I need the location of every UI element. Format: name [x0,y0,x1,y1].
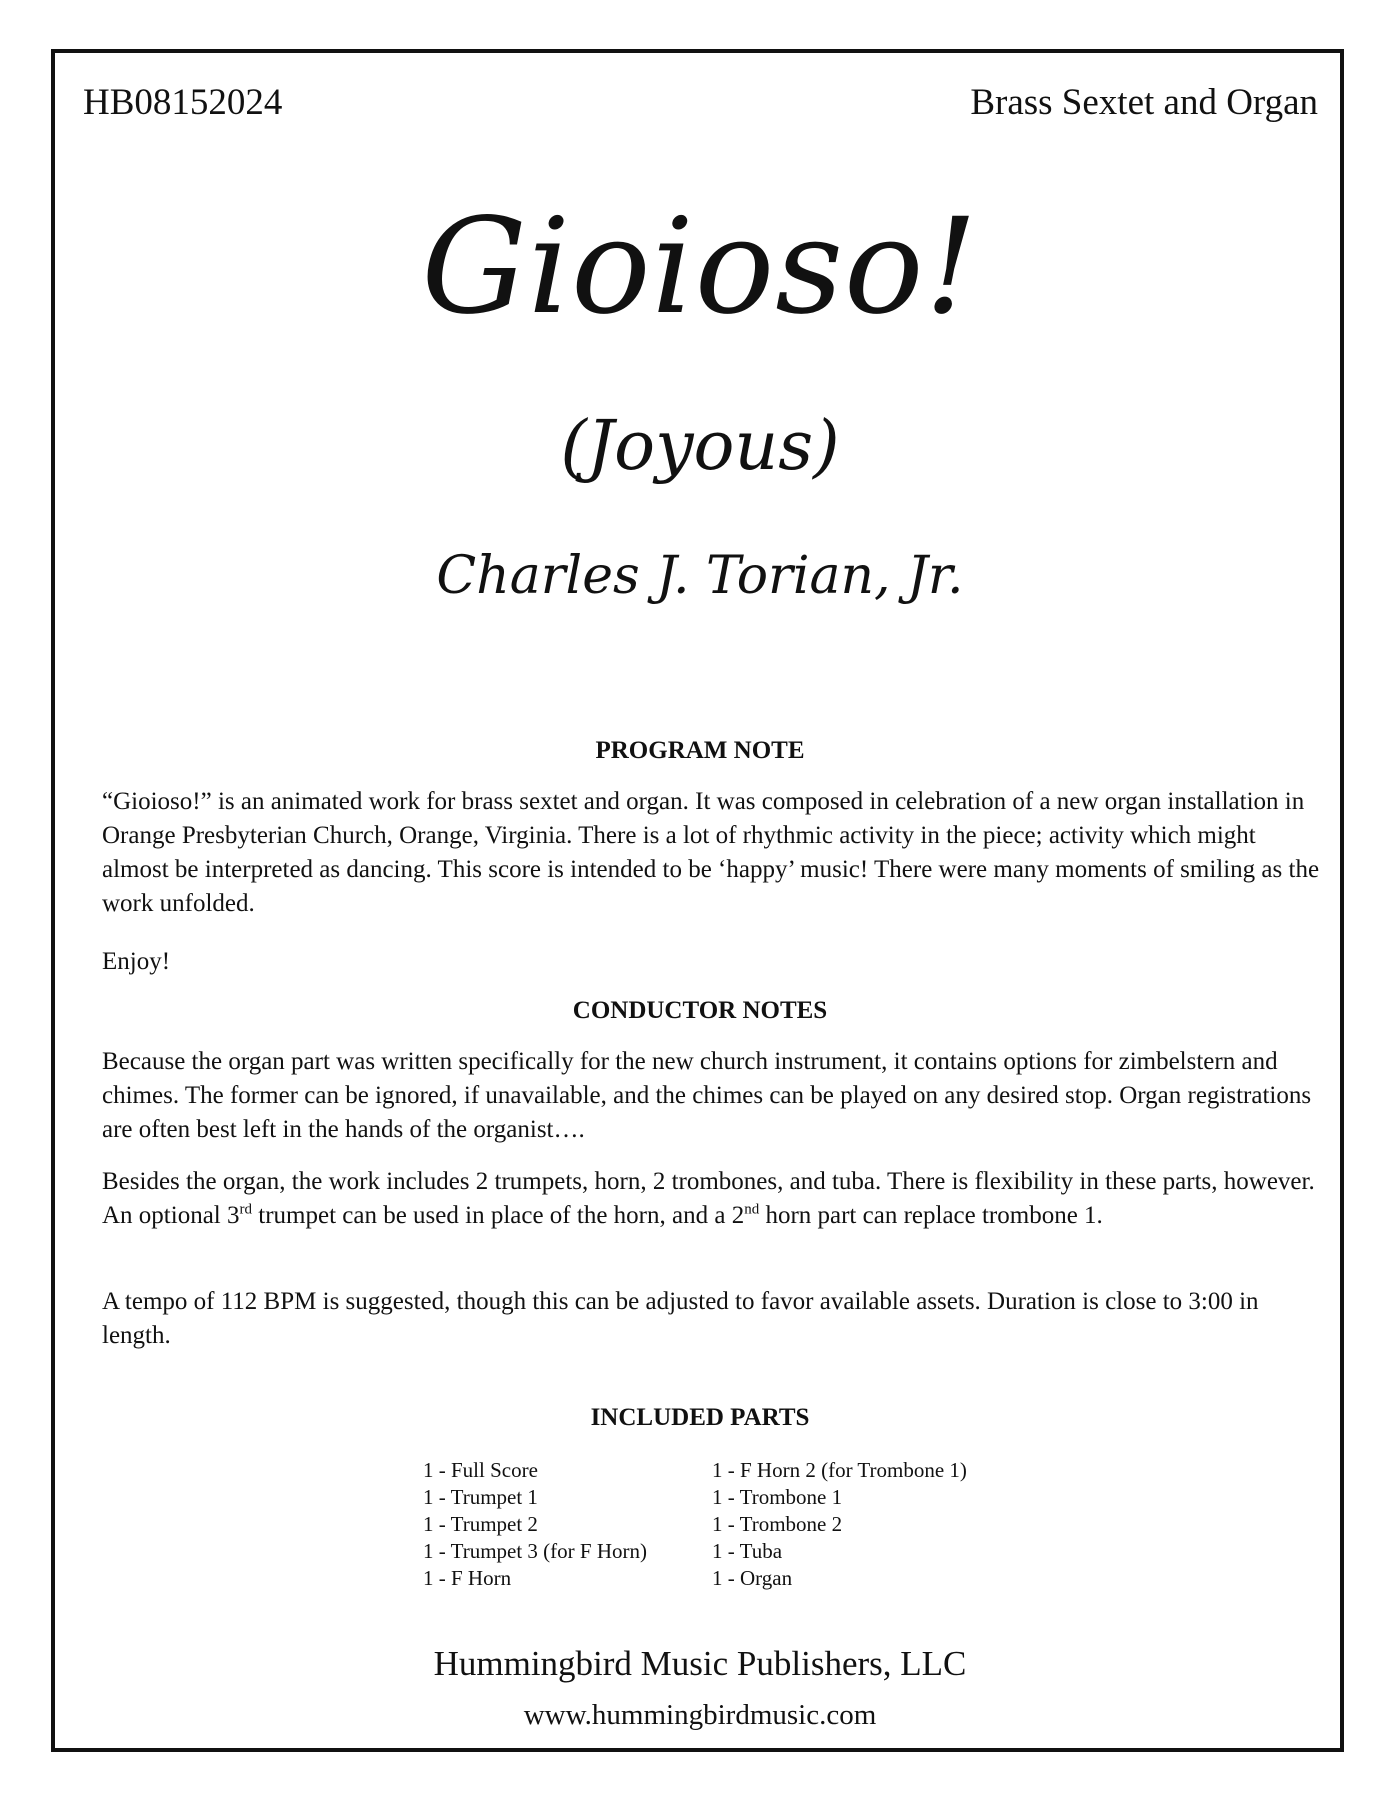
conductor-notes-paragraph-1: Because the organ part was written specifically for the new church instrument, it contains options for zimbelstern and chimes. The former can be ignored, if unavailable, and the chimes can be played on any desired stop. Organ registrations are often best left in the hands of the organist…. [102,1048,1312,1143]
parts-list-right [712,1457,967,1592]
paragraph-2-superscript-a: rd [239,1201,252,1218]
list-item: 1 - F Horn [423,1566,512,1590]
composer-name: Charles J. Torian, Jr. [436,546,964,606]
program-note-closing: Enjoy! [102,948,171,975]
list-item: 1 - Trumpet 1 [423,1485,538,1509]
list-item: 1 - Trombone 1 [712,1485,843,1509]
conductor-notes-heading: CONDUCTOR NOTES [572,997,828,1024]
paragraph-2-text-b: trumpet can be used in place of the horn, and a 2 [252,1202,745,1229]
list-item: 1 - Trombone 2 [712,1512,843,1536]
program-note-paragraph: “Gioioso!” is an animated work for brass sextet and organ. It was composed in celebration of a new organ installation in Orange Presbyterian Church, Orange, Virginia. There is a lot of rhythmic activity in the piece; activity which might almost be interpreted as dancing. This score is intended to be ‘happy’ music! There were many moments of smiling as the work unfolded. [102,788,1320,917]
list-item: 1 - F Horn 2 (for Trombone 1) [712,1458,967,1482]
list-item: 1 - Trumpet 3 (for F Horn) [423,1539,647,1563]
piece-subtitle: (Joyous) [560,407,840,486]
publisher-name: Hummingbird Music Publishers, LLC [433,1644,967,1683]
parts-list-left [423,1457,647,1592]
list-item: 1 - Organ [712,1566,793,1590]
paragraph-2-superscript-b: nd [744,1201,760,1218]
instrumentation: Brass Sextet and Organ [970,82,1318,123]
list-item: 1 - Trumpet 2 [423,1512,538,1536]
catalog-number: HB08152024 [83,82,283,123]
conductor-notes-paragraph-2 [102,1165,1320,1233]
conductor-notes-paragraph-3: A tempo of 112 BPM is suggested, though this can be adjusted to favor available assets. Duration is close to 3:00 in length. [102,1288,1259,1349]
program-note-heading: PROGRAM NOTE [595,737,805,764]
included-parts-heading: INCLUDED PARTS [590,1404,810,1431]
publisher-website: www.hummingbirdmusic.com [523,1699,877,1731]
list-item: 1 - Full Score [423,1458,538,1482]
list-item: 1 - Tuba [712,1539,783,1563]
piece-title: Gioioso! [421,190,979,344]
paragraph-2-text-a: Besides the organ, the work includes 2 trumpets, horn, 2 trombones, and tuba. There is flexibility in these parts, however. An optional 3 [102,1168,1315,1229]
paragraph-2-text-c: horn part can replace trombone 1. [759,1202,1103,1229]
